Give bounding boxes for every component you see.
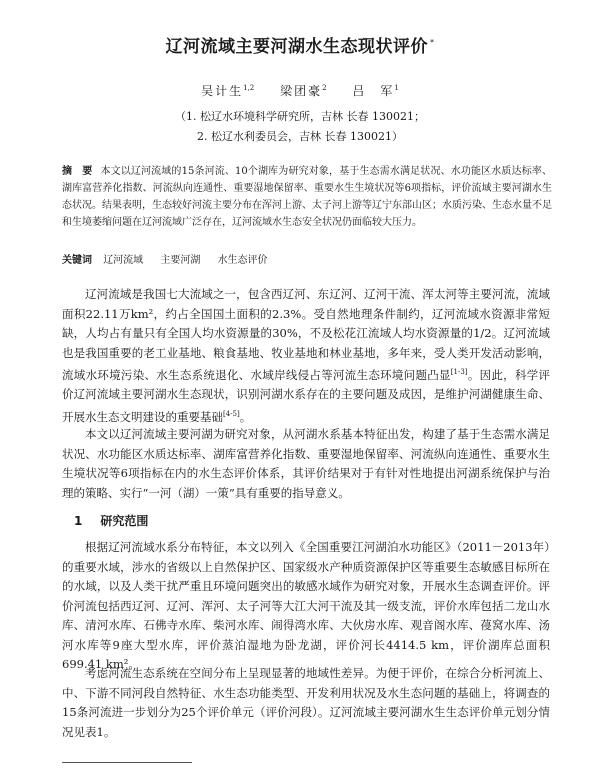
- paragraph-text: 辽河流域是我国七大流域之一，包含西辽河、东辽河、辽河干流、浑太河等主要河流，流域面积22.11万km²，约占全国国土面积的2.3%。受自然地理条件制约，辽河流域水资源非常短缺，人均占有量只有全国人均水资源量的30%，不及松花江流域人均水资源量的1/2。辽河流域也是我国重要的老工业基地、粮食基地、牧业基地和林业基地，多年来，受人类开发活动影响，流域水环境污染、水生态系统退化、水域岸线侵占等河流生态环境问题凸显: [62, 287, 550, 382]
- author-3: [352, 84, 398, 98]
- keywords-label: 关键词: [62, 255, 92, 266]
- keyword-item: 水生态评价: [217, 255, 268, 266]
- citation: [1-3]: [450, 368, 468, 376]
- keywords: [62, 252, 552, 269]
- section-number: 1: [74, 514, 83, 528]
- paragraph-scope: 根据辽河流域水系分布特征，本文以列入《全国重要江河湖泊水功能区》（2011－2013年）的重要水域，涉水的省级以上自然保护区、国家级水产种质资源保护区等重要生态敏感目标所在的水域，以及人类干扰严重且环境问题突出的敏感水域作为研究对象，开展水生态调查评价。评价河流包括西辽河、辽河、浑河、太子河等大江大河干流及其一级支流，评价水库包括二龙山水库、清河水库、石佛寺水库、柴河水库、闹得湾水库、大伙房水库、观音阁水库、葠窝水库、汤河水库等9座大型水库，评价蒸泊湿地为卧龙湖，评价河长4414.5 km，评价湖库总面积699.41 km²。: [62, 540, 550, 671]
- author-list: [0, 82, 600, 99]
- affiliation-2: 2. 松辽水利委员会，吉林 长春 130021）: [197, 130, 403, 143]
- paragraph-intro: [62, 285, 550, 427]
- author-name: 梁团豪: [280, 84, 323, 98]
- section-heading: [74, 512, 148, 529]
- abstract: [62, 163, 552, 231]
- paragraph-text: 。: [239, 409, 252, 424]
- paragraph-text: 。因此，科学评价辽河流域主要河湖水生态现状，识别河湖水系存在的主要问题及成因，是维护河湖健康生命、开展水生态文明建设的重要基础: [62, 367, 551, 424]
- author-affil-mark: 2: [322, 84, 327, 92]
- author-1: [201, 84, 254, 98]
- section-title: 研究范围: [100, 514, 149, 528]
- title-text: 辽河流域主要河湖水生态现状评价: [165, 37, 428, 57]
- paper-title: [0, 32, 600, 57]
- keyword-item: 辽河流域: [103, 255, 144, 266]
- author-2: [280, 84, 326, 98]
- paragraph-units: 考虑河流生态系统在空间分布上呈现显著的地域性差异。为便于评价，在综合分析河流上、中、下游不同河段自然特征、水生态功能类型、开发利用状况及水生态问题的基础上，将调查的15条河流进一步划分为25个评价单元（评价河段）。辽河流域主要河湖水生生态评价单元划分情况见表1。: [62, 666, 550, 739]
- author-affil-mark: 1,2: [243, 84, 255, 92]
- abstract-label: 摘 要: [62, 166, 93, 177]
- title-footnote-mark: *: [430, 38, 435, 48]
- author-name: 吴计生: [201, 84, 244, 98]
- author-name: 吕 军: [352, 84, 395, 98]
- author-affil-mark: 1: [394, 84, 399, 92]
- paragraph-objective: 本文以辽河流域主要河湖为研究对象，从河湖水系基本特征出发，构建了基于生态需水满足状况、水功能区水质达标率、湖库富营养化指数、重要湿地保留率、河流纵向连通性、重要水生生境状况等6项指标在内的水生态评价体系，其评价结果对于有针对性地提出河湖系统保护与治理的策略、实行“一河（湖）一策”具有重要的指导意义。: [62, 427, 550, 500]
- keyword-item: 主要河湖: [160, 255, 201, 266]
- footnote-divider: [62, 762, 192, 763]
- citation: [4-5]: [223, 409, 240, 418]
- abstract-text: 本文以辽河流域的15条河流、10个湖库为研究对象，基于生态需水满足状况、水功能区水质达标率、湖库富营养化指数、河流纵向连通性、重要湿地保留率、重要水生生境状况等6项指标，评价流域主要河湖水生态状况。结果表明，生态较好河流主要分布在浑河上游、太子河上游等辽宁东部山区；水质污染、生态水量不足和生境萎缩问题在辽河流域广泛存在，辽河流域水生态安全状况仍面临较大压力。: [62, 166, 553, 228]
- affiliation-1: （1. 松辽水环境科学研究所，吉林 长春 130021；: [175, 110, 425, 123]
